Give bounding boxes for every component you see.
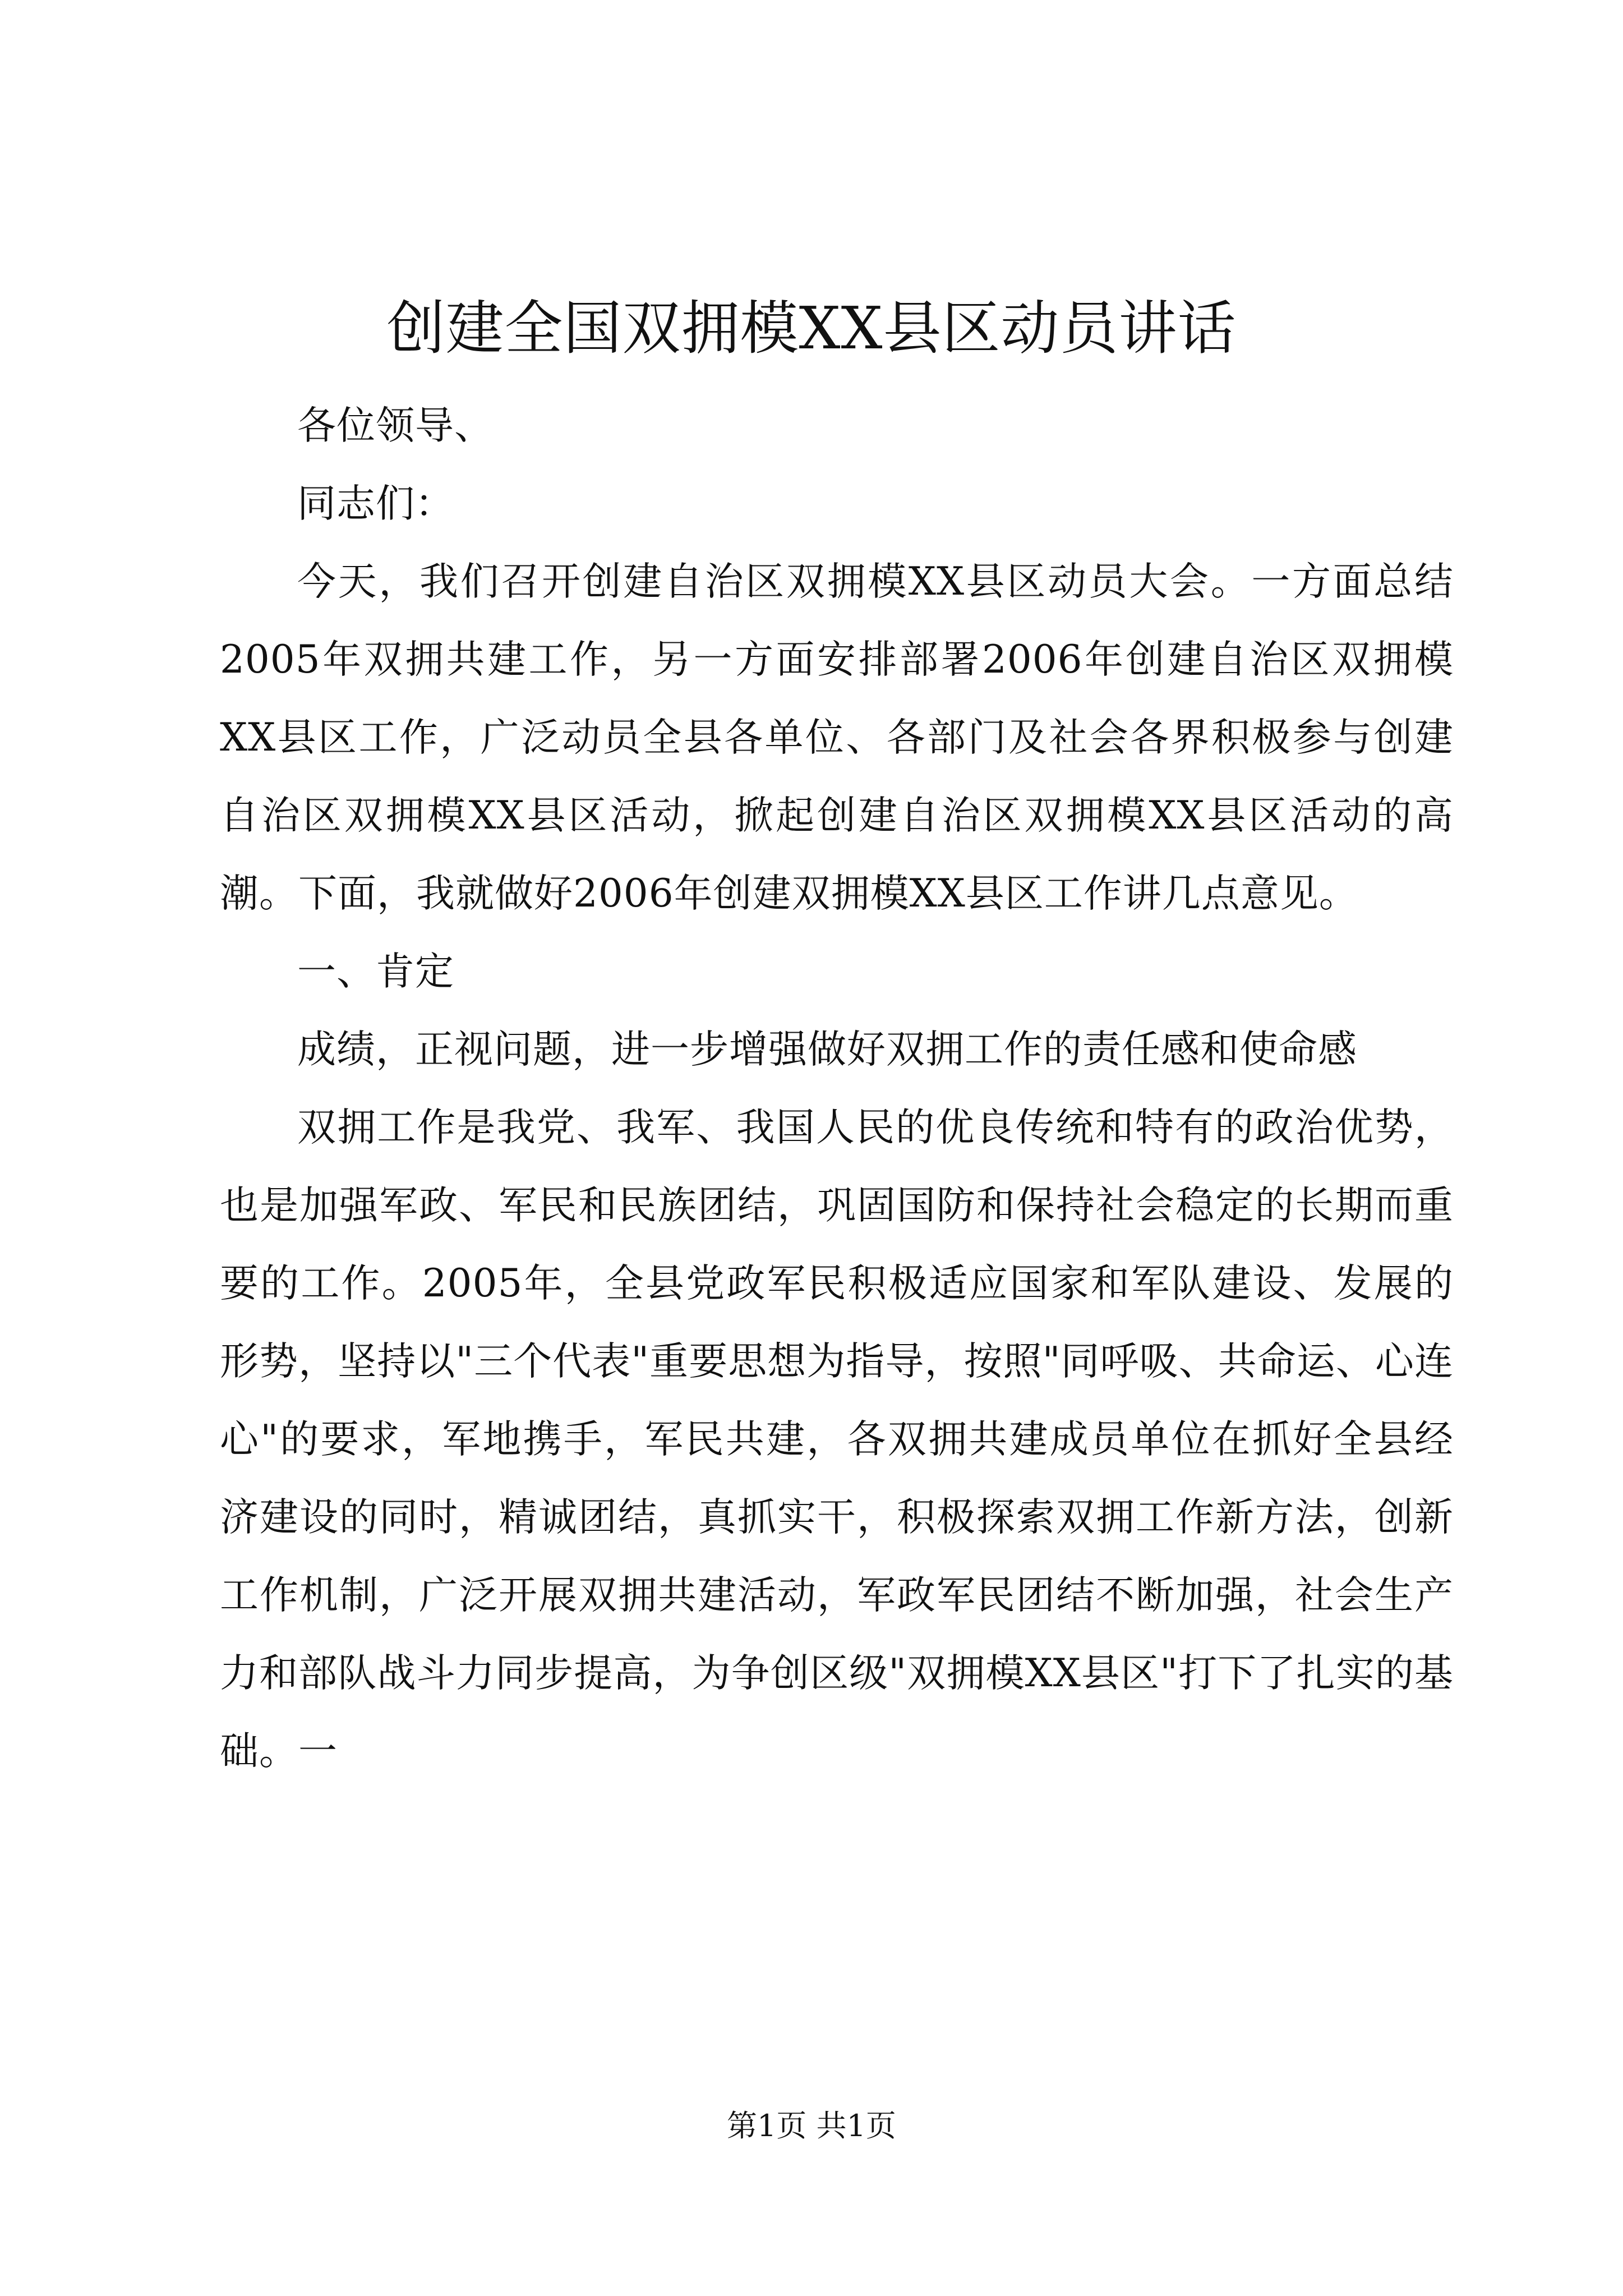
paragraph-salutation-leaders: 各位领导、 xyxy=(297,403,494,448)
paragraph-body: 双拥工作是我党、我军、我国人民的优良传统和特有的政治优势，也是加强军政、军民和民族团结，巩固国防和保持社会稳定的长期而重要的工作。2005年，全县党政军民积极适应国家和军队建设、发展的形势，坚持以"三个代表"重要思想为指导，按照"同呼吸、共命运、心连心"的要求，军地携手，军民共建，各双拥共建成员单位在抓好全县经济建设的同时，精诚团结，真抓实干，积极探索双拥工作新方法，创新工作机制，广泛开展双拥共建活动，军政军民团结不断加强，社会生产力和部队战斗力同步提高，为争创区级"双拥模XX县区"打下了扎实的基础。一 xyxy=(220,1105,1454,1774)
paragraph-salutation-comrades: 同志们： xyxy=(297,481,454,526)
section-heading-1-continued: 成绩，正视问题，进一步增强做好双拥工作的责任感和使命感 xyxy=(297,1027,1357,1072)
section-heading-1: 一、肯定 xyxy=(297,949,454,994)
document-body xyxy=(220,387,1454,1791)
document-title: 创建全国双拥模XX县区动员讲话 xyxy=(386,294,1237,362)
page-number-footer: 第1页 共1页 xyxy=(727,2108,896,2143)
paragraph-intro: 今天，我们召开创建自治区双拥模XX县区动员大会。一方面总结2005年双拥共建工作，另一方面安排部署2006年创建自治区双拥模XX县区工作，广泛动员全县各单位、各部门及社会各界积极参与创建自治区双拥模XX县区活动，掀起创建自治区双拥模XX县区活动的高潮。下面，我就做好2006年创建双拥模XX县区工作讲几点意见。 xyxy=(220,559,1454,916)
